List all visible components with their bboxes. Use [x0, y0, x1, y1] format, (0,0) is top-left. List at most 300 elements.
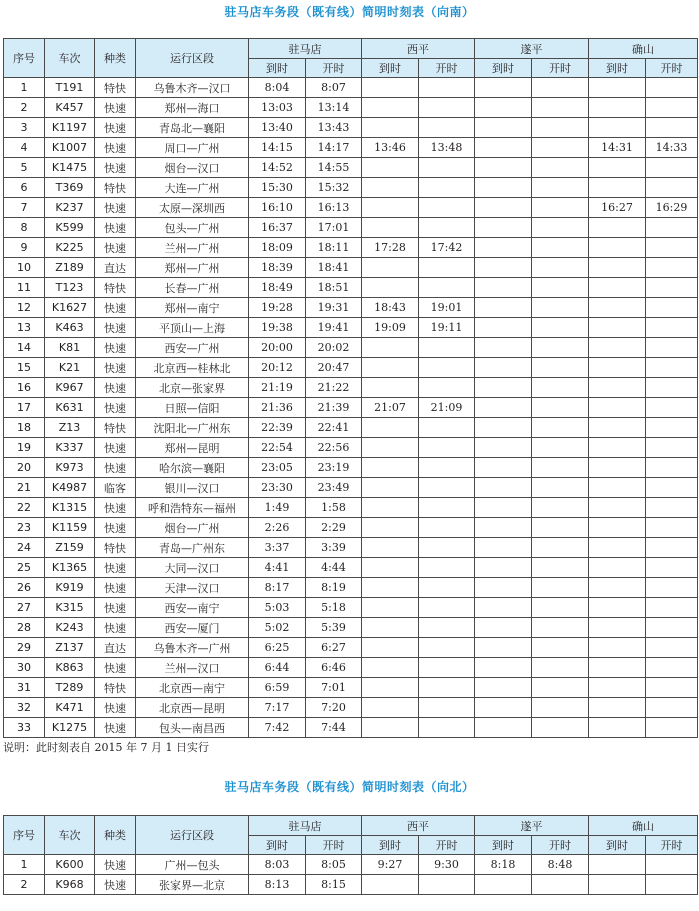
arrive-time-cell: 22:39 [249, 418, 306, 438]
depart-time-cell [646, 218, 698, 238]
depart-time-cell [532, 358, 589, 378]
arrive-time-cell: 14:15 [249, 138, 306, 158]
arrive-time-cell: 18:09 [249, 238, 306, 258]
table-row [4, 78, 698, 98]
depart-time-cell [419, 658, 475, 678]
train-number-cell: K1627 [45, 298, 95, 318]
table-row [4, 298, 698, 318]
arrive-time-cell: 8:17 [249, 578, 306, 598]
table-row [4, 158, 698, 178]
depart-time-cell [532, 178, 589, 198]
route-cell: 沈阳北—广州东 [136, 418, 249, 438]
arrive-time-cell [589, 398, 646, 418]
arrive-time-cell [475, 478, 532, 498]
route-cell: 广州—包头 [136, 855, 249, 875]
depart-time-cell: 5:18 [306, 598, 362, 618]
depart-time-cell: 3:39 [306, 538, 362, 558]
arrive-time-cell [589, 238, 646, 258]
train-number-cell: T123 [45, 278, 95, 298]
arrive-time-cell [475, 298, 532, 318]
route-cell: 烟台—汉口 [136, 158, 249, 178]
arrive-time-cell [589, 358, 646, 378]
seq-cell: 10 [4, 258, 45, 278]
depart-time-cell [419, 618, 475, 638]
station-header-zhumadian: 驻马店 [249, 816, 362, 836]
train-type-cell: 快速 [95, 398, 136, 418]
depart-time-cell: 19:01 [419, 298, 475, 318]
route-cell: 天津—汉口 [136, 578, 249, 598]
arrive-time-cell: 5:02 [249, 618, 306, 638]
depart-time-cell: 19:11 [419, 318, 475, 338]
train-type-cell: 快速 [95, 558, 136, 578]
depart-time-cell [532, 498, 589, 518]
arrive-time-cell: 14:52 [249, 158, 306, 178]
arrive-time-cell: 13:03 [249, 98, 306, 118]
depart-time-cell [419, 598, 475, 618]
station-header-queshan: 确山 [589, 39, 698, 59]
arrive-time-cell [589, 378, 646, 398]
depart-time-cell [419, 698, 475, 718]
train-type-cell: 快速 [95, 238, 136, 258]
depart-time-cell: 16:29 [646, 198, 698, 218]
table-row [4, 318, 698, 338]
route-cell: 大同—汉口 [136, 558, 249, 578]
arrive-time-cell [589, 518, 646, 538]
train-number-cell: T191 [45, 78, 95, 98]
train-number-cell: K1197 [45, 118, 95, 138]
seq-cell: 14 [4, 338, 45, 358]
arrive-time-cell: 7:42 [249, 718, 306, 738]
train-type-cell: 特快 [95, 538, 136, 558]
seq-cell: 21 [4, 478, 45, 498]
depart-time-cell [419, 538, 475, 558]
train-number-cell: K463 [45, 318, 95, 338]
station-header-queshan: 确山 [589, 816, 698, 836]
arrive-time-cell: 8:18 [475, 855, 532, 875]
depart-time-cell [419, 118, 475, 138]
depart-time-cell [646, 178, 698, 198]
depart-time-cell [532, 518, 589, 538]
seq-cell: 19 [4, 438, 45, 458]
arrive-time-cell [589, 478, 646, 498]
route-cell: 西安—厦门 [136, 618, 249, 638]
arrive-time-cell [362, 698, 419, 718]
route-cell: 大连—广州 [136, 178, 249, 198]
depart-time-cell [419, 98, 475, 118]
arrive-time-cell [362, 378, 419, 398]
depart-time-cell [646, 278, 698, 298]
seq-cell: 32 [4, 698, 45, 718]
depart-time-cell [419, 278, 475, 298]
arrive-time-cell [362, 598, 419, 618]
train-type-cell: 快速 [95, 718, 136, 738]
depart-time-cell [532, 298, 589, 318]
route-cell: 兰州—广州 [136, 238, 249, 258]
depart-time-cell: 14:55 [306, 158, 362, 178]
train-type-cell: 快速 [95, 198, 136, 218]
depart-time-cell: 22:56 [306, 438, 362, 458]
arrive-time-cell: 20:12 [249, 358, 306, 378]
arrive-time-cell [362, 118, 419, 138]
table-row [4, 875, 698, 895]
arrive-time-cell [589, 298, 646, 318]
train-number-cell: K1275 [45, 718, 95, 738]
arrive-time-cell [589, 598, 646, 618]
depart-time-cell [532, 338, 589, 358]
arrive-time-cell [589, 678, 646, 698]
train-number-cell: K81 [45, 338, 95, 358]
table-row [4, 478, 698, 498]
arrive-time-cell [475, 338, 532, 358]
arrive-time-cell: 6:25 [249, 638, 306, 658]
arrive-time-cell [475, 558, 532, 578]
depart-header: 开时 [532, 59, 589, 78]
arrive-time-cell: 8:13 [249, 875, 306, 895]
depart-time-cell [419, 718, 475, 738]
depart-time-cell [419, 178, 475, 198]
depart-time-cell [532, 278, 589, 298]
route-cell: 北京西—南宁 [136, 678, 249, 698]
col-header-train: 车次 [45, 816, 95, 855]
depart-header: 开时 [646, 836, 698, 855]
table-row [4, 398, 698, 418]
depart-time-cell [532, 698, 589, 718]
depart-time-cell [419, 358, 475, 378]
train-type-cell: 快速 [95, 855, 136, 875]
arrive-time-cell [475, 498, 532, 518]
table-row [4, 618, 698, 638]
route-cell: 郑州—昆明 [136, 438, 249, 458]
train-type-cell: 直达 [95, 638, 136, 658]
depart-time-cell [646, 298, 698, 318]
table-row [4, 198, 698, 218]
depart-time-cell [646, 678, 698, 698]
table-row [4, 855, 698, 875]
table-row [4, 338, 698, 358]
depart-time-cell [532, 98, 589, 118]
arrive-time-cell [475, 358, 532, 378]
depart-time-cell: 19:41 [306, 318, 362, 338]
depart-time-cell: 21:39 [306, 398, 362, 418]
depart-time-cell [419, 158, 475, 178]
table-row [4, 438, 698, 458]
depart-time-cell [419, 498, 475, 518]
depart-time-cell [646, 638, 698, 658]
arrive-time-cell: 16:27 [589, 198, 646, 218]
table-row [4, 238, 698, 258]
train-type-cell: 快速 [95, 138, 136, 158]
table-row [4, 718, 698, 738]
seq-cell: 17 [4, 398, 45, 418]
depart-time-cell [646, 258, 698, 278]
route-cell: 张家界—北京 [136, 875, 249, 895]
train-type-cell: 快速 [95, 438, 136, 458]
train-number-cell: K237 [45, 198, 95, 218]
arrive-time-cell: 7:17 [249, 698, 306, 718]
depart-time-cell [646, 875, 698, 895]
arrive-time-cell [362, 258, 419, 278]
depart-time-cell [646, 855, 698, 875]
table-row [4, 138, 698, 158]
table-row [4, 598, 698, 618]
south-timetable [3, 38, 698, 738]
train-type-cell: 快速 [95, 698, 136, 718]
depart-time-cell [419, 458, 475, 478]
route-cell: 西安—南宁 [136, 598, 249, 618]
arrive-time-cell [362, 478, 419, 498]
arrive-time-cell: 18:39 [249, 258, 306, 278]
table-row [4, 98, 698, 118]
arrive-time-cell: 21:19 [249, 378, 306, 398]
arrive-time-cell [475, 138, 532, 158]
arrive-time-cell [475, 678, 532, 698]
depart-time-cell [419, 418, 475, 438]
train-type-cell: 快速 [95, 318, 136, 338]
train-type-cell: 快速 [95, 358, 136, 378]
train-number-cell: K973 [45, 458, 95, 478]
arrive-time-cell: 13:40 [249, 118, 306, 138]
north-table-header [4, 816, 698, 855]
col-header-type: 种类 [95, 39, 136, 78]
depart-time-cell [532, 538, 589, 558]
arrive-time-cell: 23:05 [249, 458, 306, 478]
arrive-time-cell [475, 718, 532, 738]
arrive-header: 到时 [589, 836, 646, 855]
train-type-cell: 快速 [95, 378, 136, 398]
depart-time-cell [532, 718, 589, 738]
seq-cell: 24 [4, 538, 45, 558]
depart-time-cell: 15:32 [306, 178, 362, 198]
train-number-cell: K243 [45, 618, 95, 638]
arrive-time-cell [475, 218, 532, 238]
arrive-time-cell: 16:37 [249, 218, 306, 238]
arrive-time-cell: 1:49 [249, 498, 306, 518]
table-row [4, 218, 698, 238]
depart-time-cell [532, 218, 589, 238]
col-header-type: 种类 [95, 816, 136, 855]
depart-time-cell [532, 238, 589, 258]
arrive-time-cell [362, 718, 419, 738]
arrive-header: 到时 [249, 836, 306, 855]
depart-time-cell [646, 718, 698, 738]
arrive-time-cell [589, 318, 646, 338]
table-row [4, 698, 698, 718]
arrive-time-cell [362, 875, 419, 895]
arrive-time-cell: 21:07 [362, 398, 419, 418]
arrive-time-cell: 21:36 [249, 398, 306, 418]
arrive-time-cell: 2:26 [249, 518, 306, 538]
arrive-time-cell [475, 518, 532, 538]
depart-time-cell [646, 478, 698, 498]
depart-time-cell [646, 238, 698, 258]
arrive-time-cell [475, 398, 532, 418]
north-timetable [3, 815, 698, 895]
arrive-time-cell [589, 855, 646, 875]
depart-header: 开时 [532, 836, 589, 855]
depart-time-cell [646, 498, 698, 518]
depart-time-cell: 20:47 [306, 358, 362, 378]
arrive-header: 到时 [589, 59, 646, 78]
arrive-header: 到时 [362, 836, 419, 855]
depart-header: 开时 [646, 59, 698, 78]
depart-time-cell [646, 598, 698, 618]
depart-time-cell: 23:19 [306, 458, 362, 478]
depart-time-cell: 2:29 [306, 518, 362, 538]
arrive-time-cell: 14:31 [589, 138, 646, 158]
arrive-time-cell: 6:44 [249, 658, 306, 678]
train-number-cell: K1365 [45, 558, 95, 578]
depart-header: 开时 [419, 836, 475, 855]
seq-cell: 4 [4, 138, 45, 158]
arrive-time-cell [589, 118, 646, 138]
depart-time-cell [532, 258, 589, 278]
depart-time-cell [419, 338, 475, 358]
depart-time-cell [646, 318, 698, 338]
train-type-cell: 快速 [95, 118, 136, 138]
train-number-cell: K225 [45, 238, 95, 258]
train-type-cell: 特快 [95, 278, 136, 298]
seq-cell: 29 [4, 638, 45, 658]
depart-time-cell [419, 578, 475, 598]
arrive-time-cell [362, 518, 419, 538]
depart-time-cell [532, 438, 589, 458]
arrive-time-cell [589, 338, 646, 358]
depart-time-cell: 17:01 [306, 218, 362, 238]
depart-time-cell [532, 678, 589, 698]
train-type-cell: 快速 [95, 658, 136, 678]
seq-cell: 23 [4, 518, 45, 538]
train-type-cell: 快速 [95, 338, 136, 358]
arrive-time-cell [362, 98, 419, 118]
arrive-time-cell [475, 578, 532, 598]
depart-time-cell [532, 458, 589, 478]
depart-time-cell [646, 658, 698, 678]
route-cell: 包头—广州 [136, 218, 249, 238]
depart-header: 开时 [306, 59, 362, 78]
depart-time-cell [419, 258, 475, 278]
arrive-time-cell [362, 158, 419, 178]
depart-time-cell [646, 558, 698, 578]
table-row [4, 678, 698, 698]
arrive-time-cell: 16:10 [249, 198, 306, 218]
depart-time-cell [532, 875, 589, 895]
depart-time-cell: 21:22 [306, 378, 362, 398]
depart-time-cell [646, 538, 698, 558]
table-row [4, 538, 698, 558]
arrive-time-cell [362, 538, 419, 558]
train-number-cell: K863 [45, 658, 95, 678]
arrive-time-cell [475, 658, 532, 678]
depart-time-cell: 13:14 [306, 98, 362, 118]
depart-time-cell: 22:41 [306, 418, 362, 438]
seq-cell: 7 [4, 198, 45, 218]
arrive-time-cell [589, 618, 646, 638]
col-header-route: 运行区段 [136, 816, 249, 855]
depart-time-cell [646, 118, 698, 138]
depart-time-cell [646, 458, 698, 478]
seq-cell: 2 [4, 98, 45, 118]
arrive-time-cell [475, 178, 532, 198]
depart-time-cell: 8:15 [306, 875, 362, 895]
route-cell: 银川—汉口 [136, 478, 249, 498]
depart-time-cell [532, 138, 589, 158]
depart-time-cell [532, 618, 589, 638]
station-header-suiping: 遂平 [475, 816, 589, 836]
route-cell: 长春—广州 [136, 278, 249, 298]
train-number-cell: K457 [45, 98, 95, 118]
arrive-time-cell [475, 118, 532, 138]
depart-time-cell: 7:44 [306, 718, 362, 738]
depart-time-cell: 18:41 [306, 258, 362, 278]
seq-cell: 12 [4, 298, 45, 318]
arrive-time-cell: 6:59 [249, 678, 306, 698]
depart-time-cell [646, 158, 698, 178]
seq-cell: 8 [4, 218, 45, 238]
arrive-time-cell: 20:00 [249, 338, 306, 358]
arrive-time-cell [589, 158, 646, 178]
route-cell: 青岛北—襄阳 [136, 118, 249, 138]
depart-header: 开时 [306, 836, 362, 855]
depart-time-cell [646, 518, 698, 538]
depart-time-cell [646, 358, 698, 378]
arrive-time-cell [589, 558, 646, 578]
route-cell: 北京西—昆明 [136, 698, 249, 718]
arrive-time-cell [362, 178, 419, 198]
depart-time-cell [532, 118, 589, 138]
depart-time-cell: 14:17 [306, 138, 362, 158]
col-header-route: 运行区段 [136, 39, 249, 78]
depart-time-cell [419, 438, 475, 458]
arrive-header: 到时 [475, 836, 532, 855]
arrive-header: 到时 [362, 59, 419, 78]
depart-time-cell: 4:44 [306, 558, 362, 578]
table-row [4, 458, 698, 478]
train-number-cell: Z189 [45, 258, 95, 278]
train-number-cell: T289 [45, 678, 95, 698]
arrive-time-cell [362, 498, 419, 518]
depart-time-cell [532, 658, 589, 678]
effective-date-note: 说明：此时刻表自 2015 年 7 月 1 日实行 [3, 741, 209, 754]
route-cell: 青岛—广州东 [136, 538, 249, 558]
arrive-time-cell [589, 498, 646, 518]
arrive-time-cell [362, 458, 419, 478]
seq-cell: 27 [4, 598, 45, 618]
arrive-time-cell [589, 218, 646, 238]
station-header-xiping: 西平 [362, 816, 475, 836]
table-row [4, 378, 698, 398]
depart-time-cell [419, 558, 475, 578]
route-cell: 日照—信阳 [136, 398, 249, 418]
train-number-cell: K631 [45, 398, 95, 418]
depart-time-cell [419, 198, 475, 218]
arrive-time-cell: 5:03 [249, 598, 306, 618]
arrive-time-cell [589, 638, 646, 658]
depart-time-cell [646, 338, 698, 358]
seq-cell: 31 [4, 678, 45, 698]
station-header-zhumadian: 驻马店 [249, 39, 362, 59]
depart-time-cell: 7:20 [306, 698, 362, 718]
table-row [4, 518, 698, 538]
seq-cell: 9 [4, 238, 45, 258]
depart-time-cell [532, 398, 589, 418]
arrive-time-cell [475, 438, 532, 458]
seq-cell: 3 [4, 118, 45, 138]
seq-cell: 25 [4, 558, 45, 578]
arrive-time-cell [475, 618, 532, 638]
train-type-cell: 快速 [95, 498, 136, 518]
depart-time-cell: 6:46 [306, 658, 362, 678]
depart-time-cell: 18:11 [306, 238, 362, 258]
